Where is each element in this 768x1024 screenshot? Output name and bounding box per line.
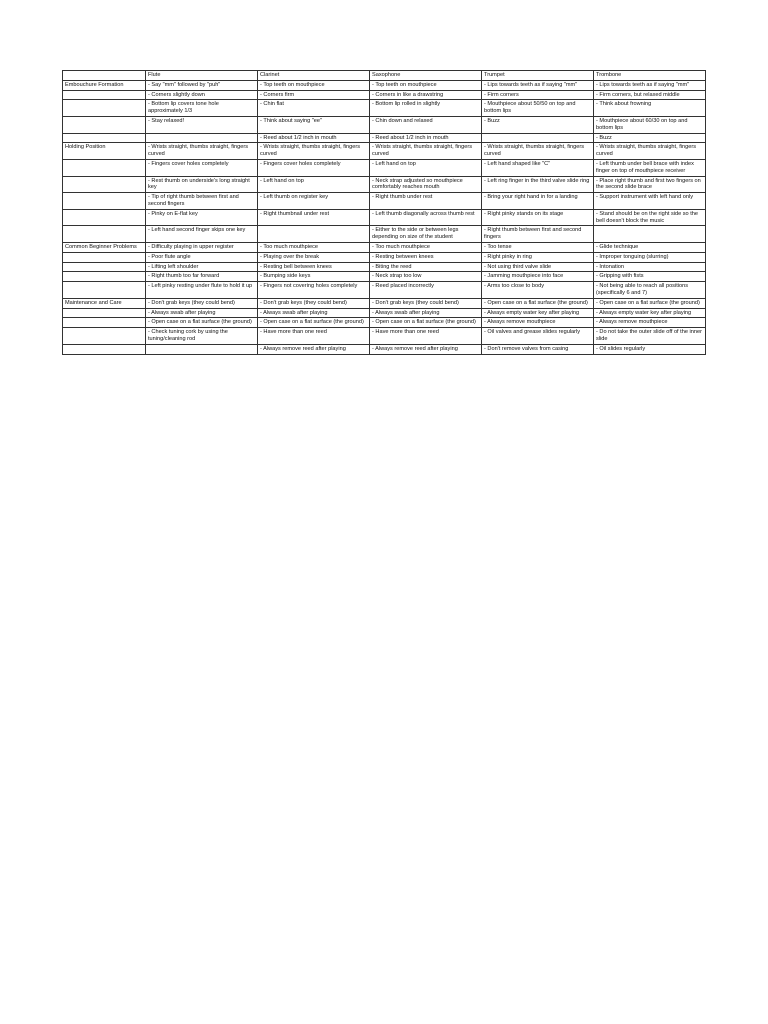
table-cell: - Always empty water key after playing (594, 308, 706, 318)
table-cell: - Right thumb too far forward (146, 272, 258, 282)
table-cell: - Tip of right thumb between first and second fingers (146, 193, 258, 210)
table-cell: - Wrists straight, thumbs straight, fingers curved (146, 143, 258, 160)
table-cell: - Gripping with fists (594, 272, 706, 282)
table-cell: - Oil slides regularly (594, 344, 706, 354)
table-cell: - Don't grab keys (they could bend) (146, 298, 258, 308)
table-cell (146, 133, 258, 143)
table-row (63, 308, 706, 318)
table-row (63, 116, 706, 133)
table-cell: - Difficulty playing in upper register (146, 242, 258, 252)
table-cell (482, 133, 594, 143)
table-cell: - Wrists straight, thumbs straight, fingers curved (370, 143, 482, 160)
table-row (63, 344, 706, 354)
table-row (63, 80, 706, 90)
table-cell: - Stand should be on the right side so the bell doesn't block the music (594, 209, 706, 226)
table-cell: - Think about frowning (594, 100, 706, 117)
table-cell: - Right pinky in ring (482, 252, 594, 262)
table-cell: - Arms too close to body (482, 282, 594, 299)
table-row (63, 176, 706, 193)
table-row (63, 318, 706, 328)
table-cell: - Lips towards teeth as if saying "mm" (594, 80, 706, 90)
table-cell: - Do not take the outer slide off of the inner slide (594, 328, 706, 345)
table-cell: - Left ring finger in the third valve slide ring (482, 176, 594, 193)
column-header: Flute (146, 71, 258, 81)
table-cell: - Always remove reed after playing (370, 344, 482, 354)
table-cell: - Firm corners (482, 90, 594, 100)
table-cell: - Buzz (594, 133, 706, 143)
section-label: Holding Position (63, 143, 146, 160)
table-row (63, 272, 706, 282)
section-label-empty-cell (63, 116, 146, 133)
table-row (63, 252, 706, 262)
table-cell: - Too much mouthpiece (370, 242, 482, 252)
table-row (63, 209, 706, 226)
table-cell: - Not being able to reach all positions (specifically 6 and 7) (594, 282, 706, 299)
table-cell: - Wrists straight, thumbs straight, fingers curved (258, 143, 370, 160)
table-cell: - Left pinky resting under flute to hold it up (146, 282, 258, 299)
table-row (63, 226, 706, 243)
table-row (63, 193, 706, 210)
section-label-empty-cell (63, 318, 146, 328)
table-cell: - Always swab after playing (370, 308, 482, 318)
table-cell: - Left thumb diagonally across thumb rest (370, 209, 482, 226)
column-header: Trumpet (482, 71, 594, 81)
table-cell: - Oil valves and grease slides regularly (482, 328, 594, 345)
section-label: Common Beginner Problems (63, 242, 146, 252)
table-cell: - Reed about 1/2 inch in mouth (258, 133, 370, 143)
table-cell: - Say "mm" followed by "puh" (146, 80, 258, 90)
table-cell: - Neck strap too low (370, 272, 482, 282)
table-cell: - Improper tonguing (slurring) (594, 252, 706, 262)
table-cell: - Bumping side keys (258, 272, 370, 282)
section-label-empty-cell (63, 176, 146, 193)
section-label: Embouchure Formation (63, 80, 146, 90)
table-cell: - Intonation (594, 262, 706, 272)
table-cell (258, 226, 370, 243)
table-cell: - Bring your right hand in for a landing (482, 193, 594, 210)
table-row (63, 143, 706, 160)
table-cell: - Poor flute angle (146, 252, 258, 262)
section-label-empty-cell (63, 252, 146, 262)
table-cell: - Lips towards teeth as if saying "mm" (482, 80, 594, 90)
table-cell: - Mouthpiece about 50/50 on top and bottom lips (482, 100, 594, 117)
table-cell: - Always swab after playing (146, 308, 258, 318)
section-label-empty-cell (63, 262, 146, 272)
table-cell: - Lifting left shoulder (146, 262, 258, 272)
table-cell: - Corners in like a drawstring (370, 90, 482, 100)
table-cell: - Neck strap adjusted so mouthpiece comfortably reaches mouth (370, 176, 482, 193)
table-cell: - Left thumb on register key (258, 193, 370, 210)
table-cell: - Either to the side or between legs depending on size of the student (370, 226, 482, 243)
section-label-empty-cell (63, 159, 146, 176)
table-cell: - Left thumb under bell brace with index finger on top of mouthpiece receiver (594, 159, 706, 176)
table-cell: - Check tuning cork by using the tuning/cleaning rod (146, 328, 258, 345)
table-cell: - Playing over the break (258, 252, 370, 262)
table-cell: - Bottom lip rolled in slightly (370, 100, 482, 117)
table-cell: - Not using third valve slide (482, 262, 594, 272)
table-cell: - Corners slightly down (146, 90, 258, 100)
table-cell: - Bottom lip covers tone hole approximately 1/3 (146, 100, 258, 117)
table-cell: - Don't grab keys (they could bend) (370, 298, 482, 308)
table-row (63, 242, 706, 252)
table-cell: - Biting the reed (370, 262, 482, 272)
table-cell: - Reed placed incorrectly (370, 282, 482, 299)
table-cell: - Jamming mouthpiece into face (482, 272, 594, 282)
table-cell: - Open case on a flat surface (the ground) (594, 298, 706, 308)
instrument-comparison-table (62, 70, 706, 355)
table-cell: - Always empty water key after playing (482, 308, 594, 318)
table-cell: - Resting between knees (370, 252, 482, 262)
table-cell: - Too tense (482, 242, 594, 252)
section-label-empty-cell (63, 282, 146, 299)
table-cell: - Fingers not covering holes completely (258, 282, 370, 299)
table-cell: - Pinky on E-flat key (146, 209, 258, 226)
table-cell: - Top teeth on mouthpiece (258, 80, 370, 90)
table-cell: - Resting bell between knees (258, 262, 370, 272)
column-header: Clarinet (258, 71, 370, 81)
table-row (63, 133, 706, 143)
table-cell: - Right pinky stands on its stage (482, 209, 594, 226)
section-label-empty-cell (63, 100, 146, 117)
section-label-empty-cell (63, 209, 146, 226)
section-label-empty-cell (63, 133, 146, 143)
table-cell: - Open case on a flat surface (the ground) (482, 298, 594, 308)
table-cell: - Top teeth on mouthpiece (370, 80, 482, 90)
table-cell: - Chin flat (258, 100, 370, 117)
table-cell: - Left hand on top (258, 176, 370, 193)
table-cell: - Always remove mouthpiece (594, 318, 706, 328)
table-cell (594, 226, 706, 243)
table-row (63, 282, 706, 299)
table-cell: - Right thumbnail under rest (258, 209, 370, 226)
table-cell: - Right thumb under rest (370, 193, 482, 210)
header-corner-cell (63, 71, 146, 81)
table-row (63, 100, 706, 117)
table-cell: - Open case on a flat surface (the ground) (258, 318, 370, 328)
table-cell: - Left hand shaped like "C" (482, 159, 594, 176)
table-cell: - Don't remove valves from casing (482, 344, 594, 354)
table-row (63, 262, 706, 272)
table-cell: - Always swab after playing (258, 308, 370, 318)
table-cell: - Always remove reed after playing (258, 344, 370, 354)
table-row (63, 298, 706, 308)
table-cell: - Reed about 1/2 inch in mouth (370, 133, 482, 143)
table-cell: - Have more than one reed (258, 328, 370, 345)
table-cell: - Corners firm (258, 90, 370, 100)
table-cell: - Always remove mouthpiece (482, 318, 594, 328)
header-row (63, 71, 706, 81)
table-row (63, 159, 706, 176)
column-header: Trombone (594, 71, 706, 81)
table-cell: - Have more than one reed (370, 328, 482, 345)
table-row (63, 90, 706, 100)
table-cell: - Place right thumb and first two fingers on the second slide brace (594, 176, 706, 193)
column-header: Saxophone (370, 71, 482, 81)
table-cell: - Left hand second finger skips one key (146, 226, 258, 243)
section-label-empty-cell (63, 328, 146, 345)
table-cell: - Left hand on top (370, 159, 482, 176)
section-label-empty-cell (63, 344, 146, 354)
table-cell: - Right thumb between first and second fingers (482, 226, 594, 243)
table-cell: - Glide technique (594, 242, 706, 252)
table-cell: - Too much mouthpiece (258, 242, 370, 252)
table-cell: - Rest thumb on underside's long straight key (146, 176, 258, 193)
table-cell: - Stay relaxed! (146, 116, 258, 133)
table-cell: - Wrists straight, thumbs straight, fingers curved (482, 143, 594, 160)
section-label-empty-cell (63, 226, 146, 243)
table-cell: - Support instrument with left hand only (594, 193, 706, 210)
section-label-empty-cell (63, 90, 146, 100)
table-cell: - Chin down and relaxed (370, 116, 482, 133)
section-label: Maintenance and Care (63, 298, 146, 308)
table-cell: - Don't grab keys (they could bend) (258, 298, 370, 308)
section-label-empty-cell (63, 272, 146, 282)
table-cell: - Open case on a flat surface (the ground) (370, 318, 482, 328)
table-cell: - Think about saying "ee" (258, 116, 370, 133)
section-label-empty-cell (63, 308, 146, 318)
table-cell: - Mouthpiece about 60/30 on top and bottom lips (594, 116, 706, 133)
table-cell: - Fingers cover holes completely (146, 159, 258, 176)
table-cell (146, 344, 258, 354)
table-cell: - Wrists straight, thumbs straight, fingers curved (594, 143, 706, 160)
table-cell: - Fingers cover holes completely (258, 159, 370, 176)
table-cell: - Buzz (482, 116, 594, 133)
section-label-empty-cell (63, 193, 146, 210)
table-cell: - Firm corners, but relaxed middle (594, 90, 706, 100)
table-row (63, 328, 706, 345)
table-cell: - Open case on a flat surface (the ground) (146, 318, 258, 328)
